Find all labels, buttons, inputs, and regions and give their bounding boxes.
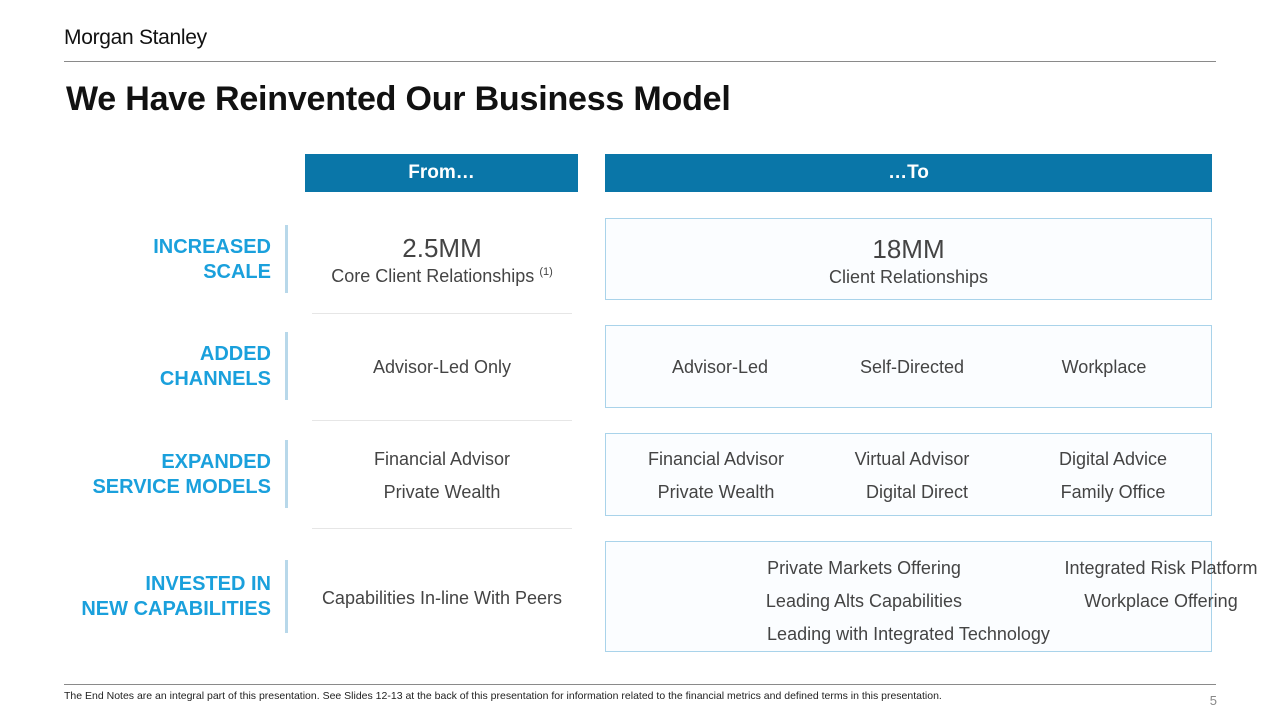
to-item: Private Wealth	[657, 482, 775, 502]
to-value: 18MM	[872, 234, 945, 264]
morgan-stanley-logo: Morgan Stanley	[64, 26, 207, 49]
to-item: Leading Alts Capabilities	[765, 591, 963, 611]
end-notes: The End Notes are an integral part of this presentation. See Slides 12-13 at the back of this presentation for information related to the financial metrics and defined terms in this presentation.	[64, 690, 942, 702]
row-accent-bar	[285, 225, 288, 293]
to-item: Workplace	[1061, 357, 1147, 377]
to-box-service	[605, 433, 1212, 516]
from-value: 2.5MM	[402, 233, 482, 263]
from-cell-channels: Advisor-Led Only	[372, 357, 512, 377]
to-box-capabilities	[605, 541, 1258, 652]
to-item: Advisor-Led	[671, 357, 769, 377]
row-label-invested-new-capabilities: INVESTED IN NEW CAPABILITIES	[81, 573, 271, 620]
from-divider	[312, 528, 572, 529]
from-item: Financial Advisor	[373, 449, 511, 469]
row-label-expanded-service-models: EXPANDED SERVICE MODELS	[92, 451, 271, 498]
row-label-increased-scale: INCREASED SCALE	[153, 236, 271, 283]
top-divider	[64, 61, 1216, 62]
to-item: Private Markets Offering	[767, 558, 961, 578]
to-cell-scale	[606, 234, 1211, 288]
to-item: Self-Directed	[859, 357, 965, 377]
to-item: Virtual Advisor	[854, 449, 970, 469]
page-number: 5	[1209, 693, 1217, 708]
to-text: Client Relationships	[828, 267, 989, 287]
from-item: Private Wealth	[383, 482, 501, 502]
to-box-scale	[605, 218, 1212, 300]
page-title: We Have Reinvented Our Business Model	[66, 80, 731, 118]
to-item: Family Office	[1060, 482, 1166, 502]
to-item: Financial Advisor	[647, 449, 785, 469]
from-divider	[312, 420, 572, 421]
to-header: …To	[605, 154, 1212, 192]
to-item: Digital Advice	[1058, 449, 1168, 469]
to-item: Workplace Offering	[1084, 591, 1238, 611]
row-label-added-channels: ADDED CHANNELS	[159, 343, 271, 390]
row-accent-bar	[285, 332, 288, 400]
footnote-marker: (1)	[539, 266, 553, 278]
from-header: From…	[305, 154, 578, 192]
to-box-channels	[605, 325, 1212, 408]
row-accent-bar	[285, 560, 288, 633]
from-cell-scale	[312, 233, 572, 287]
from-text: Core Client Relationships $^{(1)}$	[331, 266, 553, 286]
bottom-divider	[64, 684, 1216, 685]
from-cell-capabilities: Capabilities In-line With Peers	[321, 588, 563, 608]
from-divider	[312, 313, 572, 314]
row-accent-bar	[285, 440, 288, 508]
to-item: Integrated Risk Platform	[1064, 558, 1258, 578]
to-item: Leading with Integrated Technology	[767, 624, 1050, 644]
to-item: Digital Direct	[865, 482, 969, 502]
